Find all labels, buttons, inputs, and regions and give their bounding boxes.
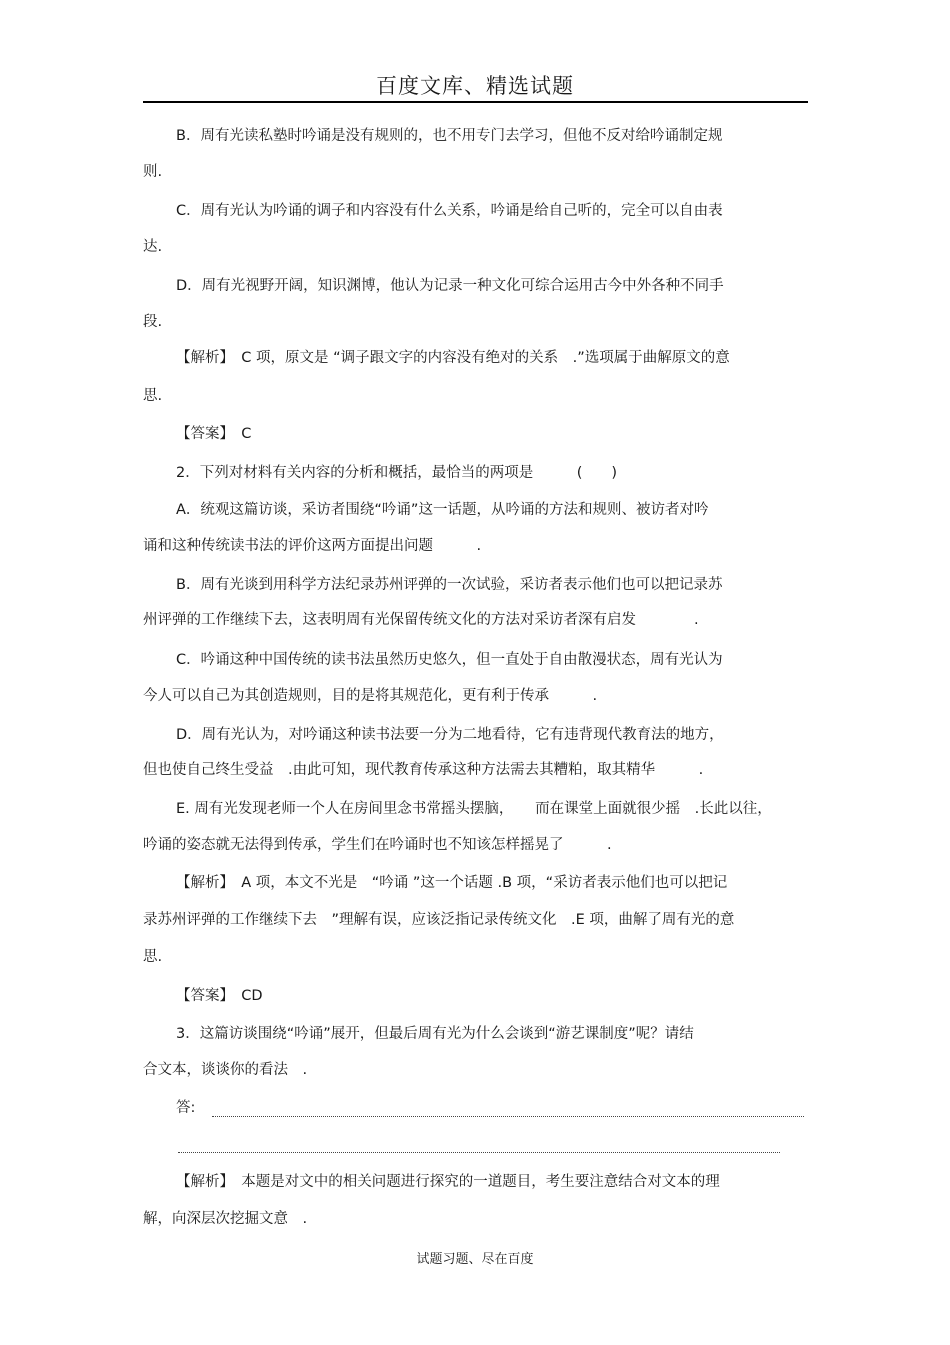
option-d-line-2: 段.: [143, 314, 163, 330]
answer-blank-line-1[interactable]: [212, 1116, 804, 1117]
answer-label: 答:: [176, 1100, 196, 1116]
page-footer: 试题习题、尽在百度: [416, 1252, 534, 1267]
analysis-1-line-1: 【解析】 C 项，原文是 “调子跟文字的内容没有绝对的关系 .”选项属于曲解原文的意: [176, 350, 730, 366]
answer-blank-line-2[interactable]: [178, 1152, 780, 1153]
question-3-line-2: 合文本，谈谈你的看法 .: [143, 1062, 308, 1078]
q2-option-d-line-2: 但也使自己终生受益 .由此可知，现代教育传承这种方法需去其糟粕，取其精华 .: [143, 762, 704, 778]
q2-option-e-line-2: 吟诵的姿态就无法得到传承，学生们在吟诵时也不知该怎样摇晃了 .: [143, 837, 612, 853]
q2-option-c-line-1: C．吟诵这种中国传统的读书法虽然历史悠久，但一直处于自由散漫状态，周有光认为: [176, 652, 723, 668]
q2-option-a-line-1: A．统观这篇访谈，采访者围绕“吟诵”这一话题，从吟诵的方法和规则、被访者对吟: [176, 502, 709, 518]
answer-2: 【答案】 CD: [176, 988, 263, 1004]
analysis-2-line-1: 【解析】 A 项，本文不光是 “吟诵 ”这一个话题 .B 项，“采访者表示他们也可以把记: [176, 875, 728, 891]
question-2: 2．下列对材料有关内容的分析和概括，最恰当的两项是 ( ): [176, 465, 618, 481]
option-d-line-1: D．周有光视野开阔，知识渊博，他认为记录一种文化可综合运用古今中外各种不同手: [176, 278, 724, 294]
option-c-line-1: C．周有光认为吟诵的调子和内容没有什么关系，吟诵是给自己听的，完全可以自由表: [176, 203, 723, 219]
analysis-2-line-2: 录苏州评弹的工作继续下去 ”理解有误，应该泛指记录传统文化 .E 项，曲解了周有光的意: [143, 912, 735, 928]
answer-1: 【答案】 C: [176, 426, 252, 442]
header-divider: [143, 101, 808, 103]
analysis-3-line-2: 解，向深层次挖掘文意 .: [143, 1211, 308, 1227]
q2-option-b-line-2: 州评弹的工作继续下去，这表明周有光保留传统文化的方法对采访者深有启发 .: [143, 612, 699, 628]
analysis-1-line-2: 思.: [143, 388, 163, 404]
page-header-title: 百度文库、精选试题: [376, 74, 574, 98]
option-c-line-2: 达.: [143, 239, 163, 255]
analysis-3-line-1: 【解析】 本题是对文中的相关问题进行探究的一道题目，考生要注意结合对文本的理: [176, 1174, 720, 1190]
option-b-line-2: 则.: [143, 164, 163, 180]
question-3-line-1: 3．这篇访谈围绕“吟诵”展开，但最后周有光为什么会谈到“游艺课制度”呢？请结: [176, 1026, 694, 1042]
analysis-2-line-3: 思.: [143, 949, 163, 965]
q2-option-d-line-1: D．周有光认为，对吟诵这种读书法要一分为二地看待，它有违背现代教育法的地方，: [176, 727, 724, 743]
q2-option-a-line-2: 诵和这种传统读书法的评价这两方面提出问题 .: [143, 538, 482, 554]
q2-option-e-line-1: E. 周有光发现老师一个人在房间里念书常摇头摆脑， 而在课堂上面就很少摇 .长此以往，: [176, 801, 772, 817]
q2-option-c-line-2: 今人可以自己为其创造规则，目的是将其规范化，更有利于传承 .: [143, 688, 598, 704]
option-b-line-1: B．周有光读私塾时吟诵是没有规则的，也不用专门去学习，但他不反对给吟诵制定规: [176, 128, 723, 144]
q2-option-b-line-1: B．周有光谈到用科学方法纪录苏州评弹的一次试验，采访者表示他们也可以把记录苏: [176, 577, 723, 593]
